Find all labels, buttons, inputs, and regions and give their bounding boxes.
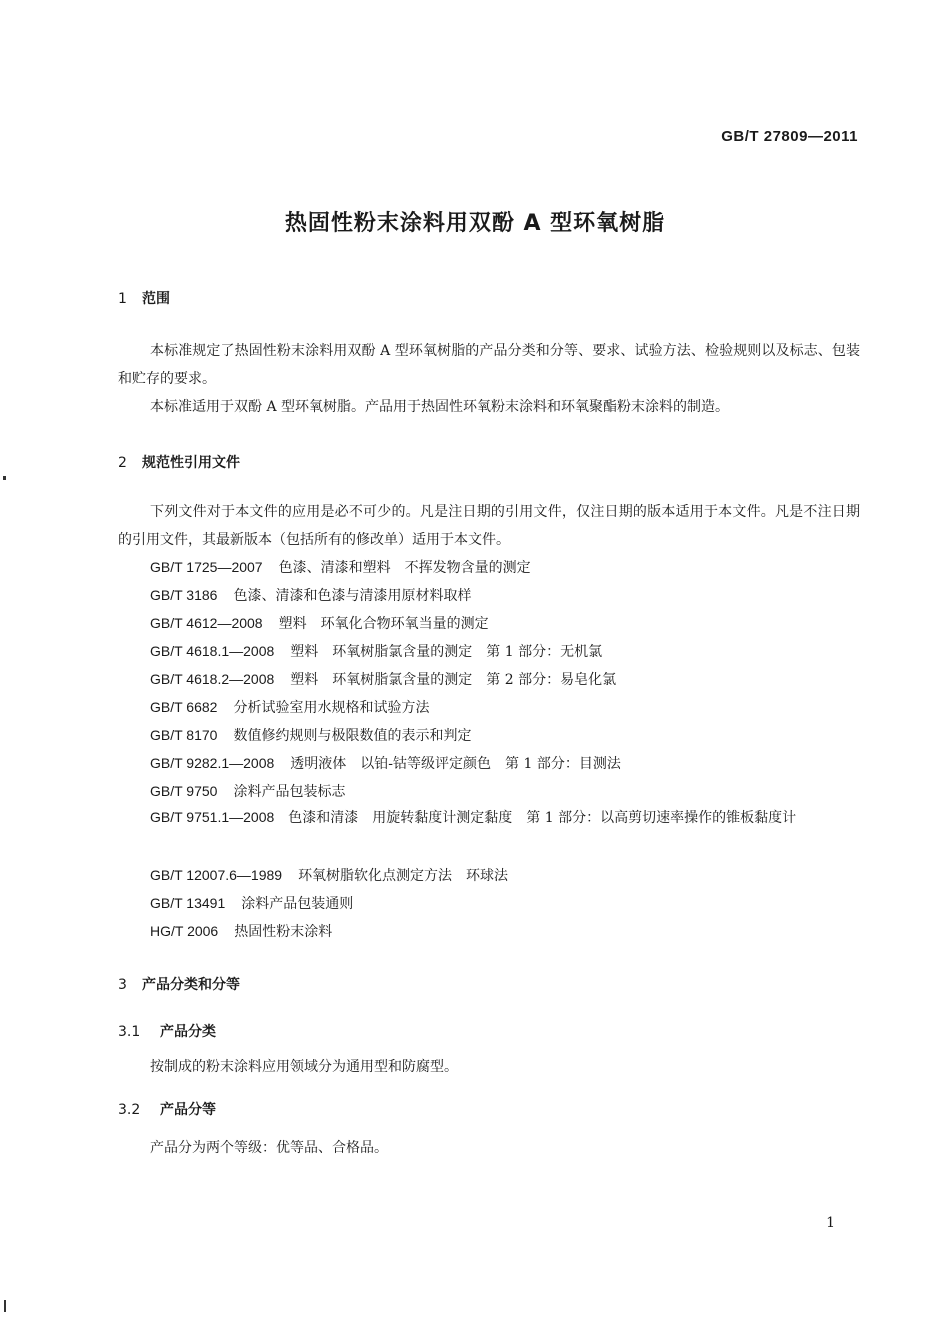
section-2-heading xyxy=(118,452,240,472)
ref-item xyxy=(150,865,508,885)
ref-title: 热固性粉末涂料 xyxy=(234,924,333,940)
ref-title: 数值修约规则与极限数值的表示和判定 xyxy=(233,728,472,744)
section-1-para-2: 本标准适用于双酚 A 型环氧树脂。产品用于热固性环氧粉末涂料和环氧聚酯粉末涂料的制造。 xyxy=(150,399,730,415)
ref-item xyxy=(150,557,531,577)
ref-item-long xyxy=(118,803,860,832)
section-title: 产品分类 xyxy=(160,1024,216,1040)
section-3-2-text: 产品分为两个等级：优等品、合格品。 xyxy=(150,1140,388,1156)
ref-title: 涂料产品包装标志 xyxy=(233,784,346,800)
section-number: 3 xyxy=(118,977,127,993)
ref-title: 色漆和清漆 用旋转黏度计测定黏度 第 1 部分：以高剪切速率操作的锥板黏度计 xyxy=(288,810,797,826)
section-2-intro: 下列文件对于本文件的应用是必不可少的。凡是注日期的引用文件，仅注日期的版本适用于本文件。凡是不注日期的引用文件，其最新版本（包括所有的修改单）适用于本文件。 xyxy=(118,504,860,548)
ref-code: GB/T 9282.1—2008 xyxy=(150,755,275,771)
ref-title: 色漆、清漆和塑料 不挥发物含量的测定 xyxy=(278,560,531,576)
ref-item xyxy=(150,725,471,745)
section-title: 产品分等 xyxy=(160,1102,216,1118)
ref-code: GB/T 3186 xyxy=(150,587,218,603)
ref-code: GB/T 12007.6—1989 xyxy=(150,867,283,883)
ref-item xyxy=(150,781,345,801)
section-title: 产品分类和分等 xyxy=(142,977,240,993)
section-3-1-text: 按制成的粉末涂料应用领域分为通用型和防腐型。 xyxy=(150,1059,458,1075)
ref-title: 分析试验室用水规格和试验方法 xyxy=(233,700,430,716)
section-number: 3.1 xyxy=(118,1024,141,1040)
ref-title: 塑料 环氧化合物环氧当量的测定 xyxy=(278,616,489,632)
page-number: 1 xyxy=(826,1215,835,1231)
section-title: 范围 xyxy=(142,291,170,307)
section-number: 1 xyxy=(118,291,127,307)
ref-code: GB/T 8170 xyxy=(150,727,218,743)
section-number: 2 xyxy=(118,455,127,471)
ref-title: 塑料 环氧树脂氯含量的测定 第 1 部分：无机氯 xyxy=(290,644,603,660)
ref-title: 色漆、清漆和色漆与清漆用原材料取样 xyxy=(233,588,472,604)
ref-item xyxy=(150,893,353,913)
ref-item xyxy=(150,613,489,633)
section-number: 3.2 xyxy=(118,1102,141,1118)
ref-code: GB/T 1725—2007 xyxy=(150,559,263,575)
scan-speck xyxy=(4,1300,6,1312)
document-title: 热固性粉末涂料用双酚 A 型环氧树脂 xyxy=(284,211,666,236)
ref-code: GB/T 6682 xyxy=(150,699,218,715)
ref-code: GB/T 13491 xyxy=(150,895,226,911)
section-3-2-heading xyxy=(118,1099,216,1119)
ref-code: GB/T 9751.1—2008 xyxy=(150,809,275,825)
ref-item xyxy=(150,753,621,773)
ref-title: 透明液体 以铂-钴等级评定颜色 第 1 部分：目测法 xyxy=(290,756,621,772)
ref-item xyxy=(150,585,471,605)
ref-title: 环氧树脂软化点测定方法 环球法 xyxy=(298,868,509,884)
section-3-heading xyxy=(118,974,240,994)
section-3-1-heading xyxy=(118,1021,216,1041)
section-title: 规范性引用文件 xyxy=(142,455,240,471)
ref-code: GB/T 9750 xyxy=(150,783,218,799)
ref-code: GB/T 4618.1—2008 xyxy=(150,643,275,659)
standard-code: GB/T 27809—2011 xyxy=(721,128,858,145)
section-1-para-1: 本标准规定了热固性粉末涂料用双酚 A 型环氧树脂的产品分类和分等、要求、试验方法、检验规则以及标志、包装和贮存的要求。 xyxy=(118,343,860,387)
ref-item xyxy=(150,921,332,941)
ref-title: 涂料产品包装通则 xyxy=(241,896,354,912)
ref-title: 塑料 环氧树脂氯含量的测定 第 2 部分：易皂化氯 xyxy=(290,672,617,688)
ref-code: GB/T 4618.2—2008 xyxy=(150,671,275,687)
ref-item xyxy=(150,669,616,689)
ref-code: GB/T 4612—2008 xyxy=(150,615,263,631)
section-1-heading xyxy=(118,288,170,308)
scan-speck xyxy=(3,476,6,480)
ref-code: HG/T 2006 xyxy=(150,923,219,939)
ref-item xyxy=(150,697,429,717)
ref-item xyxy=(150,641,602,661)
